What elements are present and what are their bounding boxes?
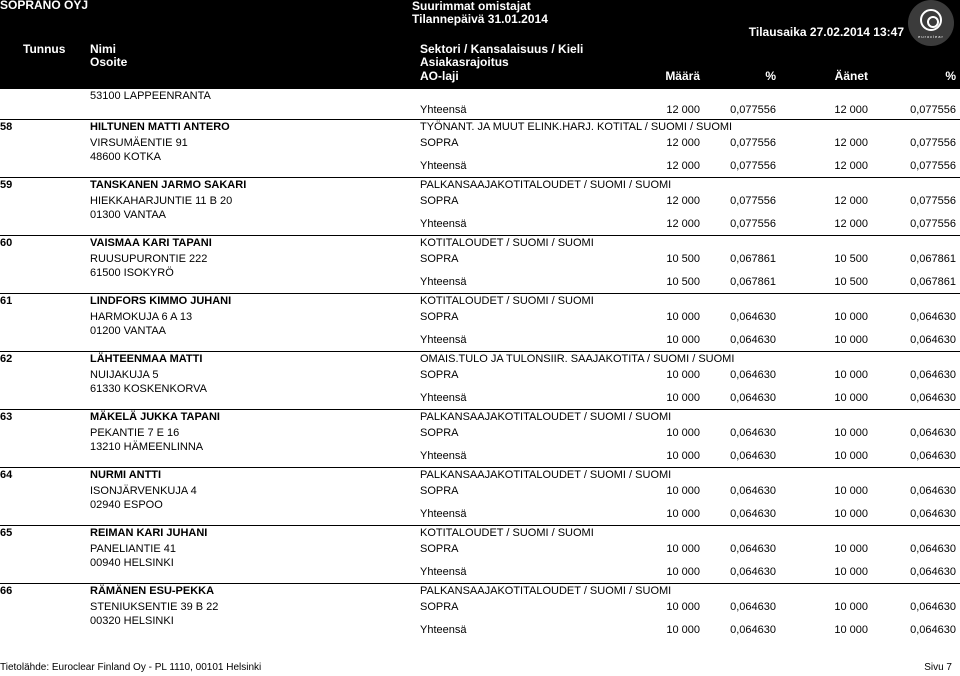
column-header-votes-percent: % [945, 69, 956, 83]
votes-percent: 0,064630 [910, 485, 956, 497]
total-label: Yhteensä [420, 566, 467, 578]
share-percent: 0,077556 [730, 137, 776, 149]
share-percent: 0,064630 [730, 427, 776, 439]
column-header-address: Osoite [90, 55, 128, 69]
owner-name: REIMAN KARI JUHANI [90, 527, 208, 539]
total-percent: 0,064630 [730, 334, 776, 346]
votes-amount: 12 000 [834, 195, 868, 207]
page-number: Sivu 7 [924, 662, 952, 673]
report-date: Tilannepäivä 31.01.2014 [412, 12, 548, 26]
total-percent: 0,077556 [730, 160, 776, 172]
votes-percent: 0,064630 [910, 427, 956, 439]
total-votes: 10 000 [834, 508, 868, 520]
owner-address-line1: PEKANTIE 7 E 16 [90, 427, 180, 439]
share-percent: 0,077556 [730, 195, 776, 207]
total-votes: 10 000 [834, 392, 868, 404]
owner-address-line1: RUUSUPURONTIE 222 [90, 253, 208, 265]
owner-sector: KOTITALOUDET / SUOMI / SUOMI [420, 295, 594, 307]
total-votes-percent: 0,077556 [910, 104, 956, 116]
company-name: SOPRANO OYJ [0, 0, 89, 12]
total-votes-percent: 0,077556 [910, 160, 956, 172]
total-label: Yhteensä [420, 450, 467, 462]
total-percent: 0,064630 [730, 624, 776, 636]
owner-address-line1: HARMOKUJA 6 A 13 [90, 311, 193, 323]
ao-type: SOPRA [420, 369, 459, 381]
order-time: Tilausaika 27.02.2014 13:47 [748, 25, 904, 39]
owner-address-line2: 61500 ISOKYRÖ [90, 267, 174, 279]
total-amount: 12 000 [666, 160, 700, 172]
column-header-votes: Äänet [834, 69, 868, 83]
total-votes-percent: 0,064630 [910, 334, 956, 346]
owner-id: 62 [0, 353, 13, 365]
total-label: Yhteensä [420, 624, 467, 636]
share-percent: 0,067861 [730, 253, 776, 265]
report-title: Suurimmat omistajat [412, 0, 531, 13]
share-percent: 0,064630 [730, 601, 776, 613]
total-amount: 10 000 [666, 508, 700, 520]
owner-id: 65 [0, 527, 13, 539]
owner-sector: PALKANSAAJAKOTITALOUDET / SUOMI / SUOMI [420, 411, 672, 423]
total-votes-percent: 0,064630 [910, 392, 956, 404]
owner-name: HILTUNEN MATTI ANTERO [90, 121, 230, 133]
column-header-sector: Sektori / Kansalaisuus / Kieli [420, 42, 584, 56]
row-separator [0, 235, 960, 236]
share-amount: 10 000 [666, 311, 700, 323]
total-votes-percent: 0,077556 [910, 218, 956, 230]
owner-address-line1: ISONJÄRVENKUJA 4 [90, 485, 197, 497]
total-votes: 10 500 [834, 276, 868, 288]
votes-percent: 0,064630 [910, 601, 956, 613]
total-votes: 12 000 [834, 104, 868, 116]
votes-amount: 12 000 [834, 137, 868, 149]
owner-sector: PALKANSAAJAKOTITALOUDET / SUOMI / SUOMI [420, 585, 672, 597]
total-votes: 12 000 [834, 160, 868, 172]
ao-type: SOPRA [420, 137, 459, 149]
row-separator [0, 351, 960, 352]
ao-type: SOPRA [420, 427, 459, 439]
total-votes: 10 000 [834, 624, 868, 636]
owner-name: TANSKANEN JARMO SAKARI [90, 179, 247, 191]
votes-percent: 0,064630 [910, 543, 956, 555]
owner-address-line1: PANELIANTIE 41 [90, 543, 176, 555]
owner-name: LÄHTEENMAA MATTI [90, 353, 203, 365]
euroclear-logo-icon [920, 9, 942, 31]
share-percent: 0,064630 [730, 543, 776, 555]
owner-id: 64 [0, 469, 13, 481]
total-votes-percent: 0,064630 [910, 450, 956, 462]
owner-address-line2: 48600 KOTKA [90, 151, 161, 163]
total-label: Yhteensä [420, 104, 467, 116]
total-percent: 0,064630 [730, 450, 776, 462]
share-amount: 10 000 [666, 369, 700, 381]
votes-amount: 10 000 [834, 311, 868, 323]
total-label: Yhteensä [420, 334, 467, 346]
row-separator [0, 119, 960, 120]
ao-type: SOPRA [420, 601, 459, 613]
total-amount: 12 000 [666, 104, 700, 116]
total-percent: 0,077556 [730, 104, 776, 116]
column-header-restriction: Asiakasrajoitus [420, 55, 509, 69]
share-amount: 10 000 [666, 601, 700, 613]
votes-percent: 0,077556 [910, 137, 956, 149]
euroclear-logo [908, 0, 954, 46]
owner-name: NURMI ANTTI [90, 469, 162, 481]
total-label: Yhteensä [420, 276, 467, 288]
column-header-ao-type: AO-laji [420, 69, 459, 83]
row-separator [0, 583, 960, 584]
owner-address-line2: 61330 KOSKENKORVA [90, 383, 207, 395]
share-percent: 0,064630 [730, 485, 776, 497]
votes-amount: 10 500 [834, 253, 868, 265]
row-separator [0, 177, 960, 178]
total-label: Yhteensä [420, 218, 467, 230]
ao-type: SOPRA [420, 485, 459, 497]
total-votes-percent: 0,064630 [910, 566, 956, 578]
owner-id: 63 [0, 411, 13, 423]
votes-percent: 0,077556 [910, 195, 956, 207]
owner-sector: OMAIS.TULO JA TULONSIIR. SAAJAKOTITA / SUOMI / SUOMI [420, 353, 735, 365]
row-separator [0, 409, 960, 410]
column-header-percent: % [765, 69, 776, 83]
owner-name: VAISMAA KARI TAPANI [90, 237, 212, 249]
share-amount: 12 000 [666, 195, 700, 207]
votes-percent: 0,067861 [910, 253, 956, 265]
total-amount: 10 000 [666, 334, 700, 346]
owner-name: LINDFORS KIMMO JUHANI [90, 295, 232, 307]
total-votes-percent: 0,064630 [910, 508, 956, 520]
owner-address-line2: 00320 HELSINKI [90, 615, 174, 627]
share-amount: 12 000 [666, 137, 700, 149]
logo-text: euroclear [918, 34, 944, 39]
report-header [0, 0, 960, 89]
total-votes-percent: 0,067861 [910, 276, 956, 288]
owner-address-line2: 00940 HELSINKI [90, 557, 174, 569]
total-amount: 10 000 [666, 392, 700, 404]
total-amount: 10 000 [666, 450, 700, 462]
owner-address-line1: HIEKKAHARJUNTIE 11 B 20 [90, 195, 233, 207]
owner-address-line2: 53100 LAPPEENRANTA [90, 90, 211, 102]
total-percent: 0,064630 [730, 508, 776, 520]
votes-percent: 0,064630 [910, 311, 956, 323]
ao-type: SOPRA [420, 311, 459, 323]
total-label: Yhteensä [420, 160, 467, 172]
ao-type: SOPRA [420, 253, 459, 265]
column-header-id: Tunnus [23, 42, 66, 56]
row-separator [0, 525, 960, 526]
owner-address-line2: 01200 VANTAA [90, 325, 167, 337]
total-votes-percent: 0,064630 [910, 624, 956, 636]
column-header-name: Nimi [90, 42, 117, 56]
total-percent: 0,077556 [730, 218, 776, 230]
share-amount: 10 000 [666, 427, 700, 439]
share-percent: 0,064630 [730, 369, 776, 381]
total-percent: 0,064630 [730, 392, 776, 404]
votes-amount: 10 000 [834, 369, 868, 381]
owner-address-line1: NUIJAKUJA 5 [90, 369, 159, 381]
owner-id: 61 [0, 295, 13, 307]
owner-sector: KOTITALOUDET / SUOMI / SUOMI [420, 237, 594, 249]
total-votes: 12 000 [834, 218, 868, 230]
owner-id: 59 [0, 179, 13, 191]
total-amount: 10 000 [666, 566, 700, 578]
column-header-amount: Määrä [665, 69, 700, 83]
total-votes: 10 000 [834, 334, 868, 346]
owner-address-line2: 02940 ESPOO [90, 499, 163, 511]
owner-sector: TYÖNANT. JA MUUT ELINK.HARJ. KOTITAL / SUOMI / SUOMI [420, 121, 733, 133]
owner-sector: KOTITALOUDET / SUOMI / SUOMI [420, 527, 594, 539]
share-amount: 10 500 [666, 253, 700, 265]
owner-id: 60 [0, 237, 13, 249]
votes-amount: 10 000 [834, 485, 868, 497]
votes-percent: 0,064630 [910, 369, 956, 381]
footer-source: Tietolähde: Euroclear Finland Oy - PL 1110, 00101 Helsinki [0, 662, 262, 673]
owner-name: RÄMÄNEN ESU-PEKKA [90, 585, 215, 597]
owner-name: MÄKELÄ JUKKA TAPANI [90, 411, 220, 423]
owner-id: 58 [0, 121, 13, 133]
total-amount: 10 500 [666, 276, 700, 288]
owner-address-line2: 01300 VANTAA [90, 209, 167, 221]
total-amount: 12 000 [666, 218, 700, 230]
votes-amount: 10 000 [834, 601, 868, 613]
share-amount: 10 000 [666, 485, 700, 497]
owner-id: 66 [0, 585, 13, 597]
row-separator [0, 467, 960, 468]
ao-type: SOPRA [420, 543, 459, 555]
votes-amount: 10 000 [834, 543, 868, 555]
share-percent: 0,064630 [730, 311, 776, 323]
owner-address-line1: STENIUKSENTIE 39 B 22 [90, 601, 219, 613]
total-amount: 10 000 [666, 624, 700, 636]
owner-sector: PALKANSAAJAKOTITALOUDET / SUOMI / SUOMI [420, 469, 672, 481]
row-separator [0, 293, 960, 294]
owner-address-line2: 13210 HÄMEENLINNA [90, 441, 204, 453]
total-label: Yhteensä [420, 508, 467, 520]
total-percent: 0,067861 [730, 276, 776, 288]
owner-sector: PALKANSAAJAKOTITALOUDET / SUOMI / SUOMI [420, 179, 672, 191]
votes-amount: 10 000 [834, 427, 868, 439]
ao-type: SOPRA [420, 195, 459, 207]
total-votes: 10 000 [834, 450, 868, 462]
total-percent: 0,064630 [730, 566, 776, 578]
share-amount: 10 000 [666, 543, 700, 555]
owner-address-line1: VIRSUMÄENTIE 91 [90, 137, 188, 149]
total-votes: 10 000 [834, 566, 868, 578]
total-label: Yhteensä [420, 392, 467, 404]
